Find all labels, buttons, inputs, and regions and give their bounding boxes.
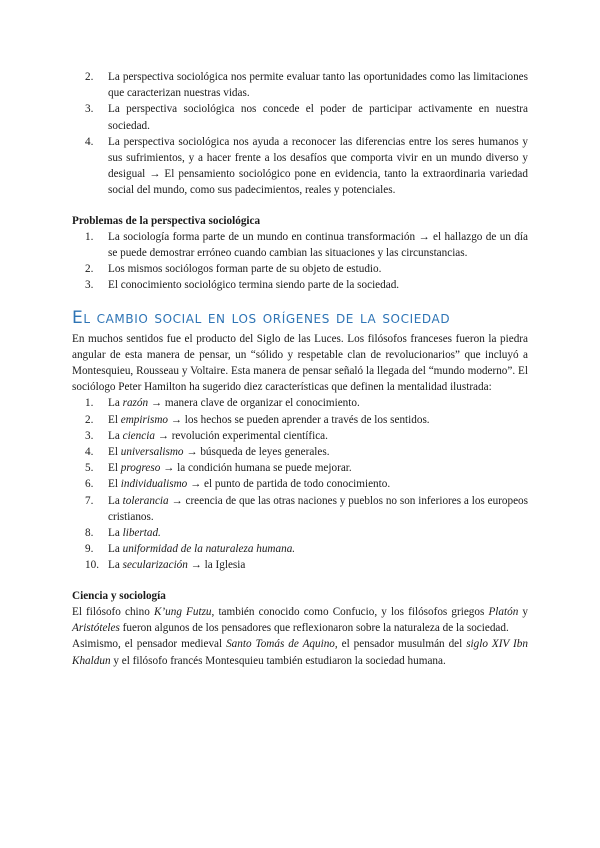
list-text: La perspectiva sociológica nos ayuda a reconocer las diferencias entre los seres humanos y sus sufrimientos, y a hacer frente a los desafíos que comporta vivir en un mundo diverso y desigual → El pensamiento sociológico pone en evidencia, tanto la extraordinaria variedad social del mundo, como sus padecimientos, reales y potenciales. (108, 135, 528, 197)
list-item (72, 69, 528, 101)
list-text: El conocimiento sociológico termina siendo parte de la sociedad. (108, 279, 400, 292)
feature-term: progreso (120, 462, 161, 475)
problems-list (72, 229, 528, 294)
list-item (72, 460, 528, 476)
list-number: 5. (85, 462, 94, 475)
list-text: La (108, 559, 123, 572)
document-content (72, 69, 528, 669)
list-text: El (108, 446, 121, 459)
feature-term: libertad. (122, 527, 161, 540)
list-number: 4. (85, 135, 94, 148)
paragraph-text: fueron algunos de los pensadores que reflexionaron sobre la naturaleza de la sociedad. (119, 622, 509, 635)
person-name: Platón (488, 605, 519, 618)
list-number: 3. (85, 103, 94, 116)
list-item (72, 101, 528, 133)
list-item (72, 134, 528, 199)
list-item (72, 428, 528, 444)
paragraph-text: y (518, 605, 529, 618)
list-item (72, 476, 528, 492)
list-number: 2. (85, 263, 94, 276)
paragraph-text: El filósofo chino (72, 605, 154, 618)
list-text: → revolución experimental científica. (154, 429, 328, 442)
list-item (72, 412, 528, 428)
paragraph-text: Asimismo, el pensador medieval (72, 638, 227, 651)
science-paragraph-1 (72, 604, 528, 636)
list-item (72, 277, 528, 293)
feature-term: individualismo (120, 478, 188, 491)
list-text: La perspectiva sociológica nos permite evaluar tanto las oportunidades como las limitaciones que caracterizan nuestras vidas. (108, 71, 528, 100)
list-item (72, 557, 528, 573)
feature-term: ciencia (122, 429, 155, 442)
list-text: → manera clave de organizar el conocimiento. (148, 397, 360, 410)
person-name: K’ung Futzu (153, 605, 212, 618)
person-name: siglo XIV Ibn Khaldun (72, 638, 528, 667)
science-paragraph-2 (72, 636, 528, 668)
list-item (72, 541, 528, 557)
list-number: 7. (85, 494, 94, 507)
list-number: 1. (85, 230, 94, 243)
list-text: → el punto de partida de todo conocimiento. (187, 478, 391, 491)
list-text: El (108, 478, 121, 491)
list-text: La sociología forma parte de un mundo en continua transformación → el hallazgo de un día se puede demostrar erróneo cuando cambian las situaciones y las circunstancias. (108, 230, 528, 260)
list-text: La (108, 527, 123, 540)
list-item (72, 525, 528, 541)
enlightenment-features-list (72, 395, 528, 573)
list-item (72, 261, 528, 277)
list-number: 8. (85, 527, 94, 540)
list-number: 4. (85, 446, 94, 459)
list-text: → búsqueda de leyes generales. (183, 446, 330, 459)
list-text: → la condición humana se puede mejorar. (160, 462, 352, 475)
list-item (72, 395, 528, 411)
list-number: 6. (85, 478, 94, 491)
paragraph-text: , el pensador musulmán del (334, 638, 467, 651)
feature-term: uniformidad de la naturaleza humana. (122, 543, 296, 556)
list-number: 9. (85, 543, 94, 556)
science-heading: Ciencia y sociología (72, 589, 166, 602)
person-name: Santo Tomás de Aquino (226, 638, 335, 651)
list-number: 10. (85, 559, 99, 572)
section-title: El cambio social en los orígenes de la sociedad (72, 307, 451, 328)
list-number: 3. (85, 429, 94, 442)
list-text: La (108, 494, 123, 507)
list-text: → la Iglesia (187, 559, 246, 572)
list-text: La (108, 397, 123, 410)
list-number: 3. (85, 279, 94, 292)
feature-term: razón (122, 397, 149, 410)
list-text: El (108, 462, 121, 475)
feature-term: secularización (122, 559, 188, 572)
paragraph-text: y el filósofo francés Montesquieu también estudiaron la sociedad humana. (110, 654, 446, 667)
paragraph-text: , también conocido como Confucio, y los filósofos griegos (211, 605, 489, 618)
problems-heading: Problemas de la perspectiva sociológica (72, 214, 261, 227)
list-text: Los mismos sociólogos forman parte de su objeto de estudio. (108, 263, 382, 276)
list-item (72, 229, 528, 261)
list-number: 2. (85, 71, 94, 83)
perspective-list (72, 69, 528, 199)
person-name: Aristóteles (72, 622, 120, 635)
feature-term: empirismo (120, 413, 168, 426)
feature-term: tolerancia (122, 494, 169, 507)
list-item (72, 493, 528, 525)
list-item (72, 444, 528, 460)
feature-term: universalismo (120, 446, 184, 459)
list-number: 2. (85, 413, 94, 426)
list-number: 1. (85, 397, 94, 410)
list-text: La (108, 429, 123, 442)
list-text: → creencia de que las otras naciones y pueblos no son inferiores a los europeos cristianos. (108, 494, 528, 523)
list-text: → los hechos se pueden aprender a través de los sentidos. (168, 413, 430, 426)
list-text: La perspectiva sociológica nos concede el poder de participar activamente en nuestra sociedad. (108, 103, 528, 132)
list-text: La (108, 543, 123, 556)
list-text: El (108, 413, 121, 426)
intro-paragraph: En muchos sentidos fue el producto del Siglo de las Luces. Los filósofos franceses fueron la piedra angular de esta manera de pensar, un “sólido y respetable clan de revolucionarios” que incluyó a Montesquieu, Rousseau y Voltaire. Esta manera de pensar señaló la llegada del “mundo moderno”. El sociólogo Peter Hamilton ha sugerido diez características que definen la mentalidad ilustrada: (72, 332, 528, 394)
